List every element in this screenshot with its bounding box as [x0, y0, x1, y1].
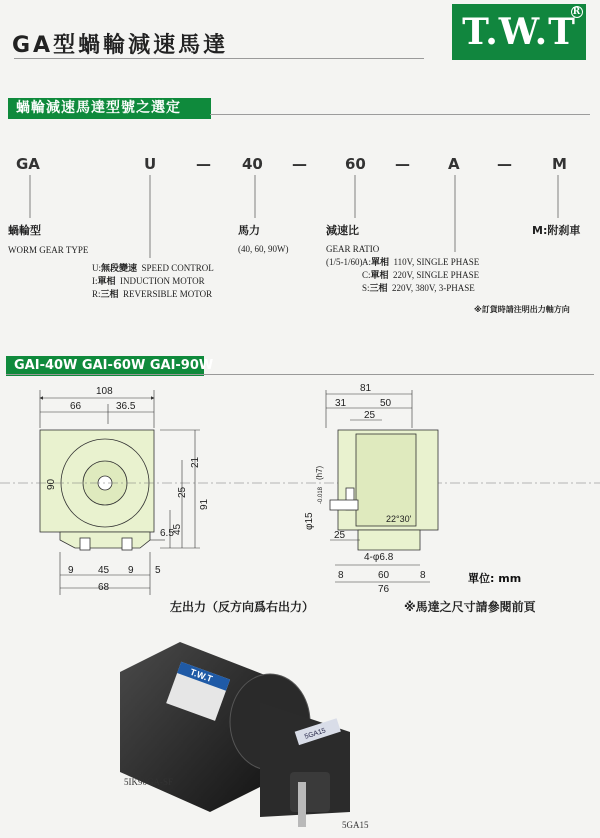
plate-text: 5GA15 [303, 727, 327, 741]
motor-size-note: ※馬達之尺寸請參閱前頁 [404, 600, 536, 614]
dim-45-bottom: 45 [98, 565, 110, 576]
dim-shaft-tol: -0.018 [318, 486, 324, 504]
side-view [330, 430, 438, 550]
drawing-section-title: GAI-40W GAI-60W GAI-90W [6, 356, 204, 376]
brake-label: M:附刹車 [532, 224, 581, 237]
power-values: (40, 60, 90W) [238, 244, 289, 254]
code-ratio: 60 [345, 155, 366, 173]
dim-25-top: 25 [364, 410, 376, 421]
dim-90: 90 [46, 478, 57, 490]
motor-caption: 5IK90GA-SF [124, 777, 174, 787]
badge-text: T.W.T [188, 666, 214, 685]
code-dash: — [196, 155, 211, 173]
control-option-reversible: R:三相 REVERSIBLE MOTOR [92, 289, 213, 300]
code-brake: M [552, 155, 567, 173]
phase-option-c: C:單相 220V, SINGLE PHASE [362, 270, 480, 281]
worm-type-label-cn: 蝸輪型 [8, 224, 41, 237]
dimension-drawing [0, 380, 600, 595]
ratio-label: 減速比 [326, 224, 359, 237]
dim-21: 21 [190, 456, 201, 468]
code-dash: — [395, 155, 410, 173]
code-series: GA [16, 155, 40, 173]
section-divider [6, 374, 594, 375]
control-option-speed: U:無段變速 SPEED CONTROL [92, 263, 214, 274]
dim-91: 91 [199, 498, 210, 510]
code-control: U [144, 155, 157, 173]
dim-66: 66 [70, 401, 82, 412]
dim-9-right: 9 [128, 565, 134, 576]
selection-leaders [0, 0, 600, 340]
dim-8-right: 8 [420, 570, 426, 581]
dim-108: 108 [96, 386, 113, 397]
gearhead-caption: 5GA15 [342, 820, 369, 830]
output-direction-note: 左出力（反方向爲右出力） [170, 600, 315, 614]
power-label: 馬力 [238, 224, 260, 237]
code-phase: A [448, 155, 460, 173]
dim-angle: 22°30' [386, 514, 412, 524]
page-title: GA型蝸輪減速馬達 [12, 33, 229, 58]
logo-text: T.W.T [462, 11, 576, 53]
dim-60: 60 [378, 570, 390, 581]
code-dash: — [292, 155, 307, 173]
dim-shaft-dia: φ15 [304, 512, 315, 530]
dim-shaft-fit: (h7) [315, 465, 324, 480]
dim-25-bottom: 25 [334, 530, 346, 541]
dim-8-left: 8 [338, 570, 344, 581]
dim-81: 81 [360, 383, 372, 394]
phase-option-s: S:三相 220V, 380V, 3-PHASE [362, 283, 475, 294]
registered-mark: R [572, 7, 582, 17]
worm-type-label-en: WORM GEAR TYPE [8, 245, 89, 255]
code-power: 40 [242, 155, 263, 173]
dim-31: 31 [335, 398, 347, 409]
dim-25: 25 [177, 486, 188, 498]
dim-36-5: 36.5 [116, 401, 136, 412]
dim-holes: 4-φ6.8 [364, 552, 394, 563]
dim-6-5: 6.5 [160, 528, 174, 539]
order-note: ※訂貨時請注明出力軸方向 [474, 305, 570, 314]
dim-45: 45 [172, 523, 183, 535]
dim-76: 76 [378, 584, 390, 595]
model-selection-banner: 蝸輪減速馬達型號之選定 [8, 98, 211, 119]
dim-50: 50 [380, 398, 392, 409]
control-option-induction: I:單相 INDUCTION MOTOR [92, 276, 205, 287]
dim-68: 68 [98, 582, 110, 593]
dim-5: 5 [155, 565, 161, 576]
ratio-range: (1/5-1/60) [326, 257, 363, 267]
front-view [40, 430, 154, 550]
ratio-label-en: GEAR RATIO [326, 244, 380, 254]
code-dash: — [497, 155, 512, 173]
phase-option-a: A:單相 110V, SINGLE PHASE [362, 257, 480, 268]
dim-9-left: 9 [68, 565, 74, 576]
unit-label: 單位: mm [468, 572, 522, 585]
product-photo [110, 632, 380, 832]
